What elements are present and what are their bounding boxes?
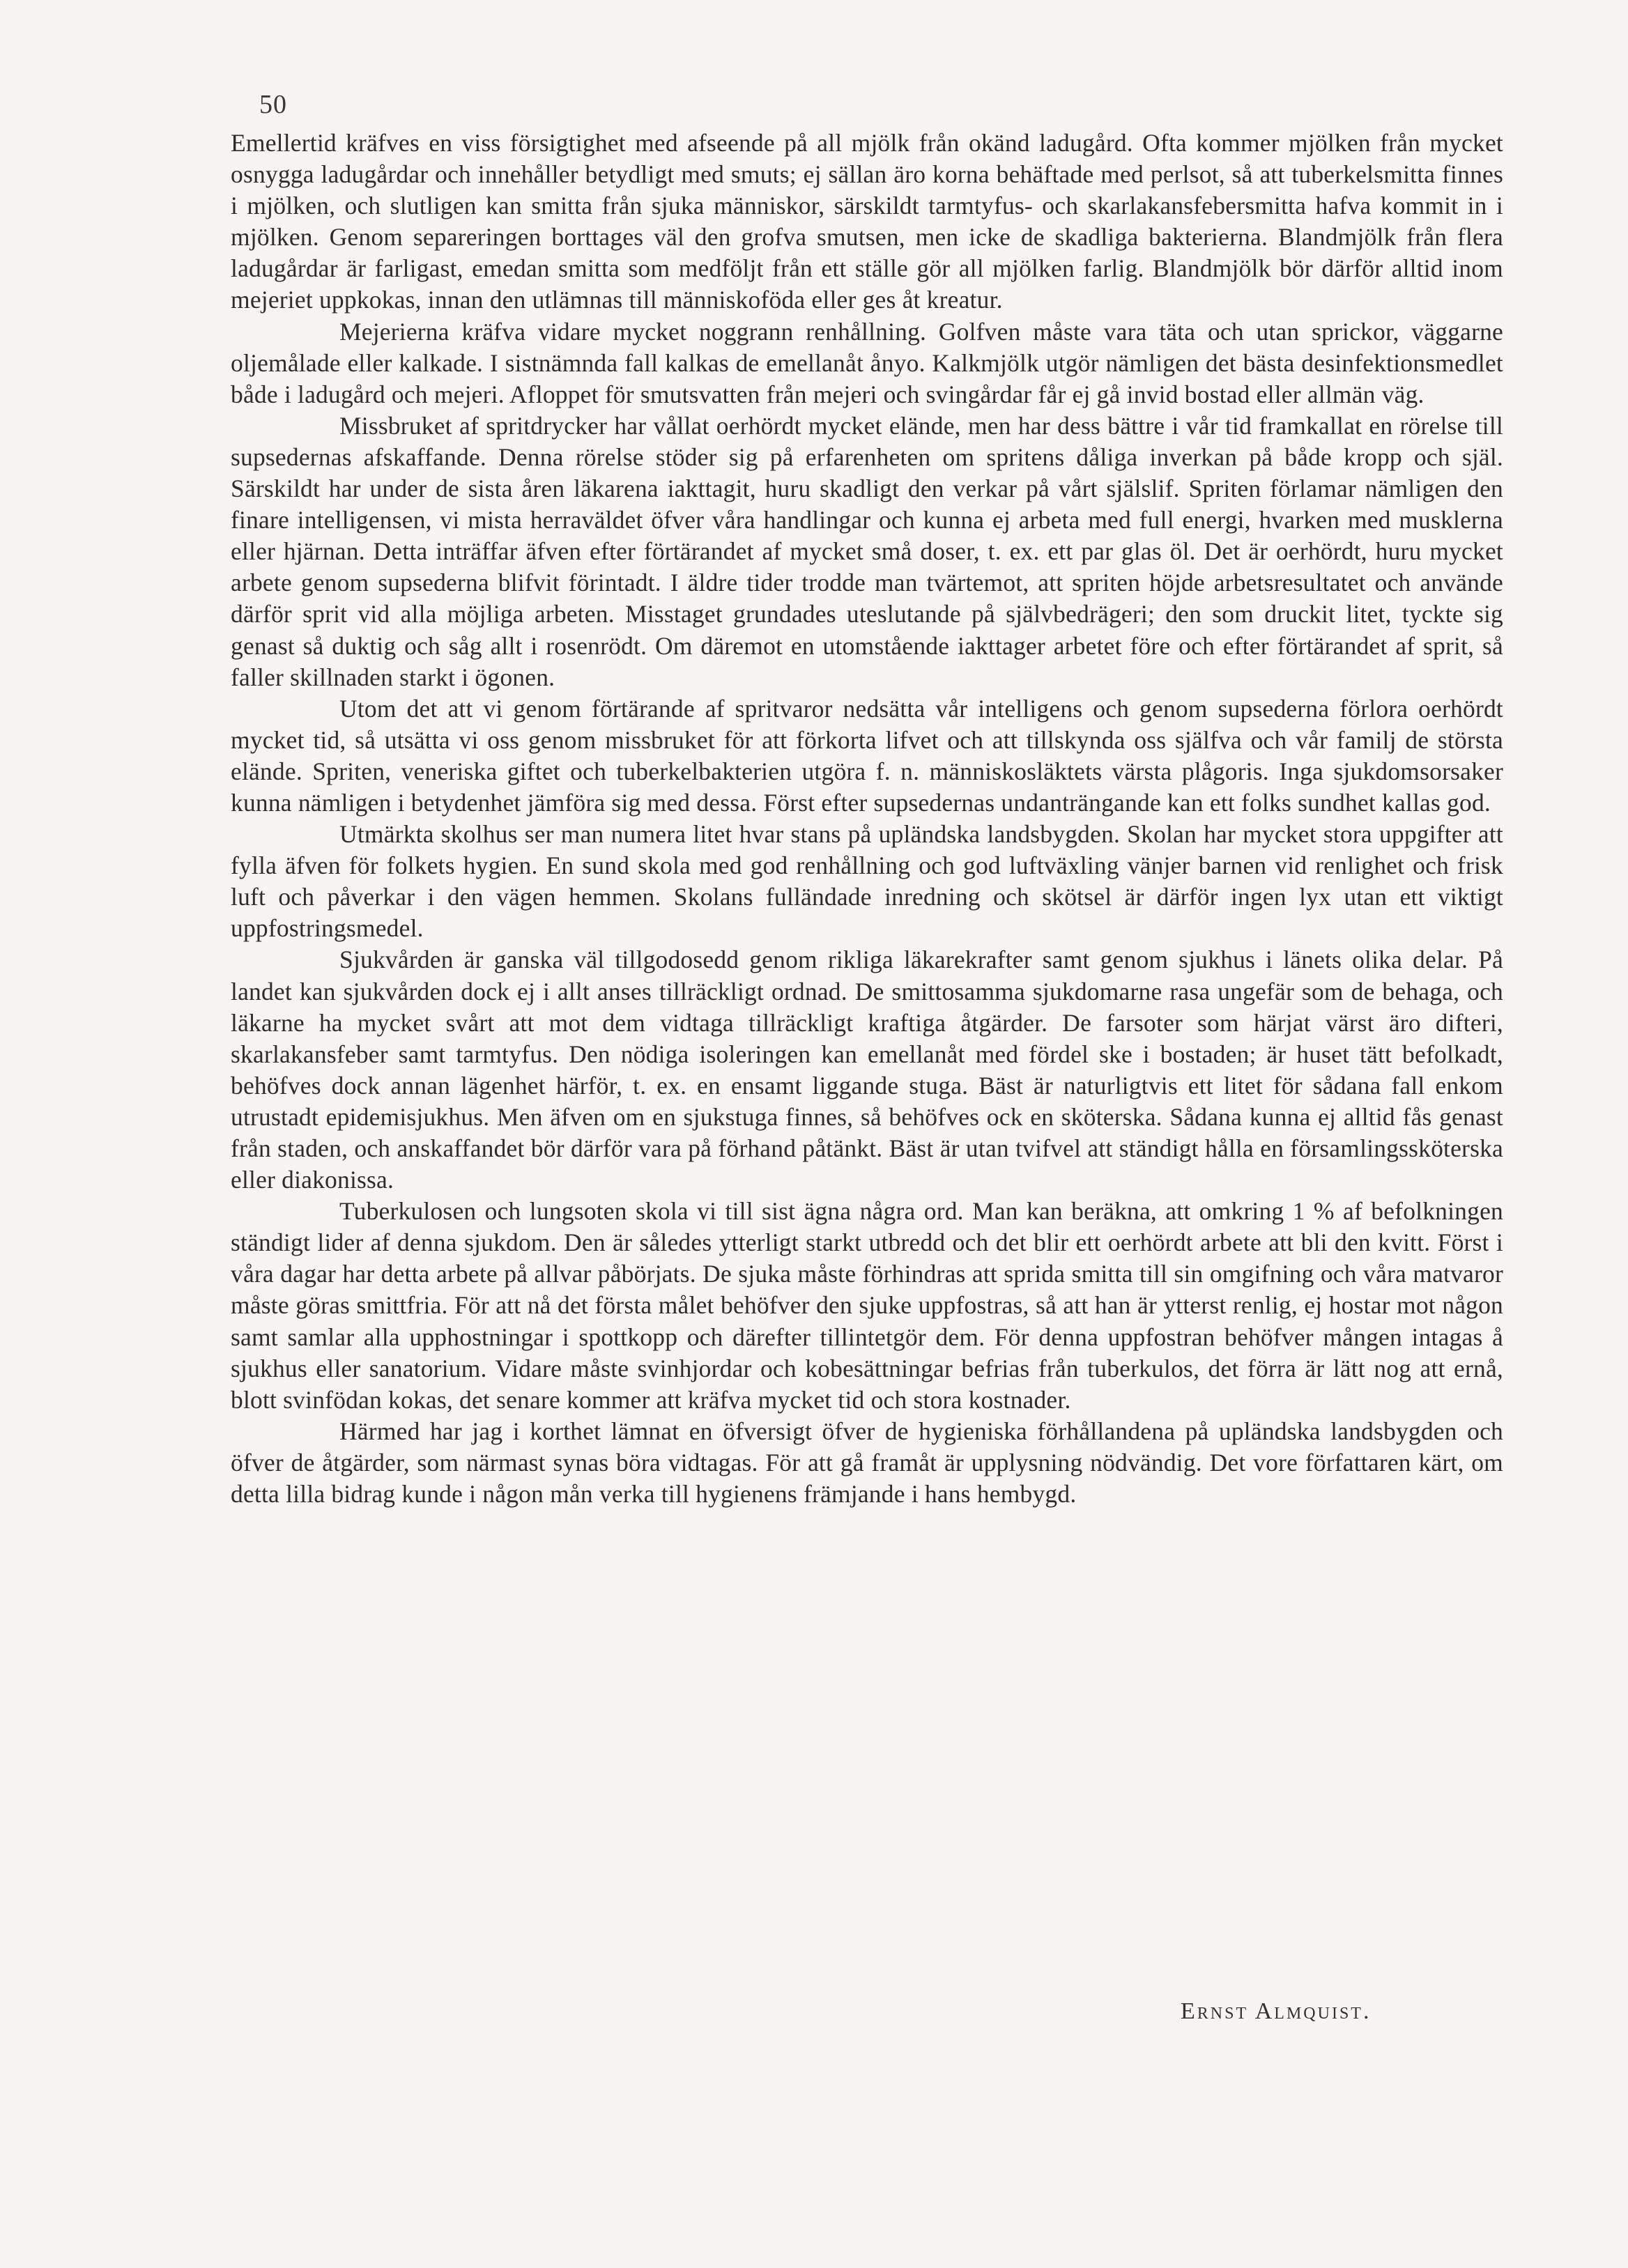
paragraph-alcohol-misuse: Missbruket af spritdrycker har vållat oerhördt mycket elände, men har dess bättre i vår tid framkallat en rörelse till supsedernas afskaffande. Denna rörelse stöder sig på erfarenheten om spritens dåliga inverkan på både kropp och själ. Särskildt har under de sista åren läkarena iakttagit, huru skadligt den verkar på vårt själslif. Spriten förlamar nämligen den finare intelligensen, vi mista herraväldet öfver våra handlingar och kunna ej arbeta med full energi, hvarken med musklerna eller hjärnan. Detta inträffar äfven efter förtärandet af mycket små doser, t. ex. ett par glas öl. Det är oerhördt, huru mycket arbete genom supsederna blifvit förintadt. I äldre tider trodde man tvärtemot, att spriten höjde arbetsresultatet och använde därför sprit vid alla möjliga arbeten. Misstaget grundades uteslutande på självbedrägeri; den som druckit litet, tyckte sig genast så duktig och såg allt i rosenrödt. Om däremot en utomstående iakttager arbetet före och efter förtärandet af sprit, så faller skillnaden starkt i ögonen. — [231, 411, 1503, 691]
paragraph-tuberculosis: Tuberkulosen och lungsoten skola vi till sist ägna några ord. Man kan beräkna, att omkring 1 % af befolkningen ständigt lider af denna sjukdom. Den är således ytterligt starkt utbredd och det blir ett oerhördt arbete att bli den kvitt. Först i våra dagar har detta arbete på allvar påbörjats. De sjuka måste förhindras att sprida smitta till sin omgifning och våra matvaror måste göras smittfria. För att nå det första målet behöfver den sjuke uppfostras, så att han är ytterst renlig, ej hostar mot någon samt samlar alla upphostningar i spottkopp och därefter tillintetgör dem. För denna uppfostran behöfver mången intagas å sjukhus eller sanatorium. Vidare måste svinhjordar och kobesättningar befrias från tuberkulos, det förra är lätt nog att ernå, blott svinfödan kokas, det senare kommer att kräfva mycket tid och stora kostnader. — [231, 1197, 1503, 1414]
body-text — [231, 128, 1503, 1510]
paragraph-alcohol-consequences: Utom det att vi genom förtärande af spritvaror nedsätta vår intelligens och genom supsederna förlora oerhördt mycket tid, så utsätta vi oss genom missbruket för att förkorta lifvet och att tillskynda oss själfva och vår familj de största elände. Spriten, veneriska giftet och tuberkelbakterien utgöra f. n. människosläktets värsta plågoris. Inga sjukdomsorsaker kunna nämligen i betydenhet jämföra sig med dessa. Först efter supsedernas undanträngande kan ett folks sundhet kallas god. — [231, 694, 1503, 817]
paragraph-dairy-cleanliness: Mejerierna kräfva vidare mycket noggrann renhållning. Golfven måste vara täta och utan sprickor, väggarne oljemålade eller kalkade. I sistnämnda fall kalkas de emellanåt ånyo. Kalkmjölk utgör nämligen det bästa desinfektionsmedlet både i ladugård och mejeri. Afloppet för smutsvatten från mejeri och svingårdar får ej gå invid bostad eller allmän väg. — [231, 317, 1503, 408]
paragraph-schools: Utmärkta skolhus ser man numera litet hvar stans på upländska landsbygden. Skolan har mycket stora uppgifter att fylla äfven för folkets hygien. En sund skola med god renhållning och god luftväxling vänjer barnen vid renlighet och frisk luft och påverkar i den vägen hemmen. Skolans fulländade inredning och skötsel är därför ingen lyx utan ett viktigt uppfostringsmedel. — [231, 820, 1503, 943]
paragraph-conclusion: Härmed har jag i korthet lämnat en öfversigt öfver de hygieniska förhållandena på upländska landsbygden och öfver de åtgärder, som närmast synas böra vidtagas. För att gå framåt är upplysning nödvändig. Det vore författaren kärt, om detta lilla bidrag kunde i någon mån verka till hygienens främjande i hans hembygd. — [231, 1417, 1503, 1509]
page-number: 50 — [259, 90, 287, 119]
paragraph-milk-safety: Emellertid kräfves en viss försigtighet med afseende på all mjölk från okänd ladugård. Ofta kommer mjölken från mycket osnygga ladugårdar och innehåller betydligt med smuts; ej sällan äro korna behäftade med perlsot, så att tuberkelsmitta finnes i mjölken, och slutligen kan smitta från sjuka människor, särskildt tarmtyfus- och skarlakansfebersmitta hafva kommit in i mjölken. Genom separeringen borttages väl den grofva smutsen, men icke de skadliga bakterierna. Blandmjölk från flera ladugårdar är farligast, emedan smitta som medföljt från ett ställe gör all mjölken farlig. Blandmjölk bör därför alltid inom mejeriet uppkokas, innan den utlämnas till människoföda eller ges åt kreatur. — [231, 129, 1503, 314]
author-signature: Ernst Almquist. — [1181, 1998, 1372, 2024]
paragraph-healthcare: Sjukvården är ganska väl tillgodosedd genom rikliga läkarekrafter samt genom sjukhus i länets olika delar. På landet kan sjukvården dock ej i allt anses tillräckligt ordnad. De smittosamma sjukdomarne rasa ungefär som de behaga, och läkarne ha mycket svårt att mot dem vidtaga tillräckligt kraftiga åtgärder. De farsoter som härjat värst äro difteri, skarlakansfeber samt tarmtyfus. Den nödiga isoleringen kan emellanåt med fördel ske i bostaden; är huset tätt befolkadt, behöfves dock annan lägenhet härför, t. ex. en ensamt liggande stuga. Bäst är naturligtvis ett litet för sådana fall enkom utrustadt epidemisjukhus. Men äfven om en sjukstuga finnes, så behöfves ock en sköterska. Sådana kunna ej alltid fås genast från staden, och anskaffandet bör därför vara på förhand påtänkt. Bäst är utan tvifvel att ständigt hålla en församlingssköterska eller diakonissa. — [231, 946, 1503, 1194]
